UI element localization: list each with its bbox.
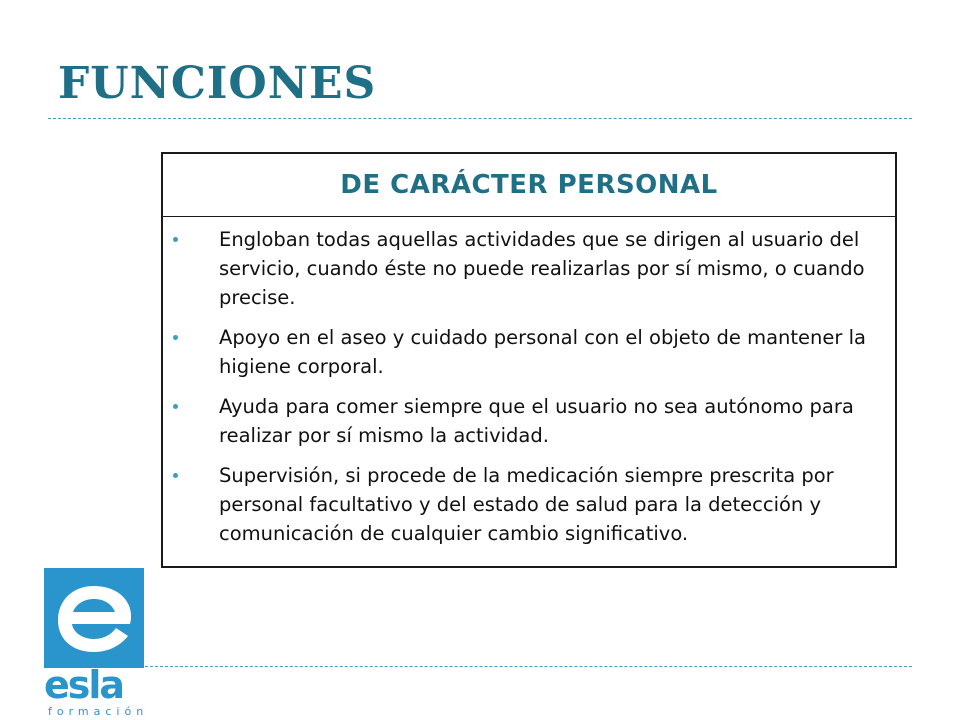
slide-title: FUNCIONES: [58, 58, 377, 109]
bullet-icon: [173, 473, 178, 478]
list-item: [163, 323, 877, 381]
bullet-icon: [173, 237, 178, 242]
list-item: [163, 461, 877, 548]
list-item: [163, 392, 877, 450]
title-divider: [48, 118, 912, 119]
bullet-icon: [173, 335, 178, 340]
list-item-text: Engloban todas aquellas actividades que se dirigen al usuario del servicio, cuando éste no puede realizarlas por sí mismo, o cuando precise.: [219, 228, 865, 309]
footer-divider: [145, 666, 912, 667]
list-item-text: Apoyo en el aseo y cuidado personal con el objeto de mantener la higiene corporal.: [219, 326, 866, 378]
list-item: [163, 225, 877, 312]
list-item-text: Supervisión, si procede de la medicación siempre prescrita por personal facultativo y del estado de salud para la detección y comunicación de cualquier cambio significativo.: [219, 464, 834, 545]
logo-subtitle: formación: [48, 705, 149, 718]
logo-wordmark: esla: [44, 663, 124, 707]
esla-logo: [44, 568, 147, 720]
content-box: [161, 152, 897, 568]
box-header: DE CARÁCTER PERSONAL: [163, 154, 895, 217]
bullet-icon: [173, 404, 178, 409]
logo-e-icon: [44, 568, 144, 668]
bullet-list: [163, 217, 895, 548]
list-item-text: Ayuda para comer siempre que el usuario no sea autónomo para realizar por sí mismo la actividad.: [219, 395, 854, 447]
